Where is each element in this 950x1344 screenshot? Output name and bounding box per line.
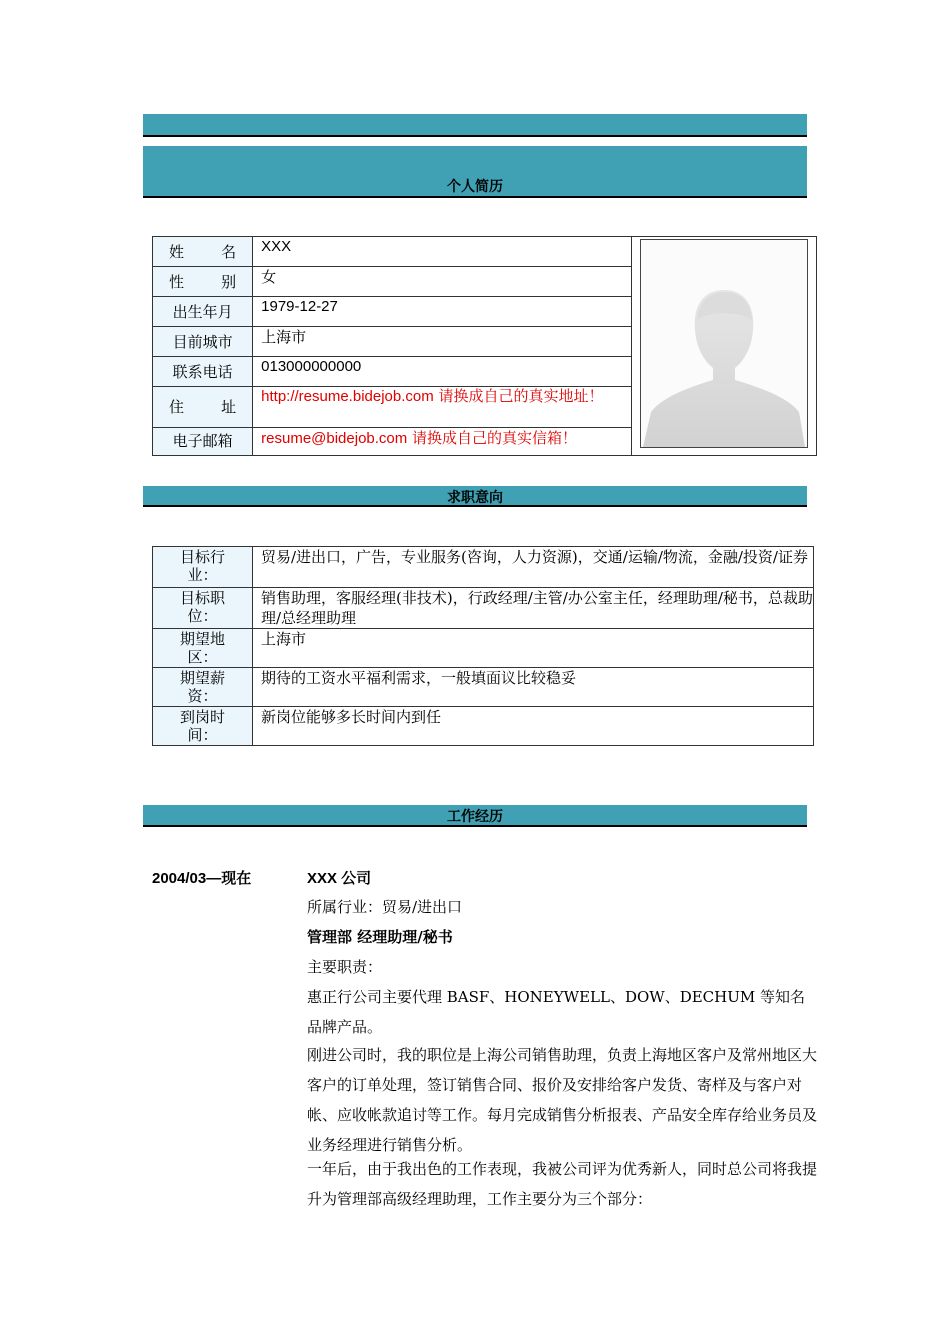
intent-salary-label: 期望薪资： — [153, 668, 253, 707]
name-value: XXX — [253, 237, 632, 267]
person-silhouette-icon — [641, 240, 807, 447]
birth-label: 出生年月 — [153, 297, 253, 327]
email-link[interactable]: resume@bidejob.com — [261, 430, 408, 447]
intent-region-value: 上海市 — [253, 629, 814, 668]
work-paragraph-2: 刚进公司时，我的职位是上海公司销售助理，负责上海地区客户及常州地区大客户的订单处理，签订销售合同、报价及安排给客户发货、寄样及与客户对帐、应收帐款追讨等工作。每月完成销售分析报表、产品安全库存给业务员及业务经理进行销售分析。 — [307, 1046, 818, 1154]
intent-start-label: 到岗时间： — [153, 707, 253, 746]
work-duties-label: 主要职责： — [307, 958, 383, 976]
city-value: 上海市 — [253, 327, 632, 357]
intent-salary-value: 期待的工资水平福利需求，一般填面议比较稳妥 — [253, 668, 814, 707]
personal-info-table — [152, 236, 817, 456]
intent-section-title: 求职意向 — [447, 490, 503, 506]
personal-section-bar — [143, 146, 807, 198]
job-intent-table — [152, 546, 814, 746]
gender-value: 女 — [253, 267, 632, 297]
top-bar — [143, 114, 807, 137]
intent-industry-value: 贸易/进出口，广告，专业服务(咨询，人力资源)，交通/运输/物流，金融/投资/证券 — [253, 547, 814, 588]
city-label: 目前城市 — [153, 327, 253, 357]
email-note: 请换成自己的真实信箱！ — [407, 429, 578, 447]
phone-value: 013000000000 — [253, 357, 632, 387]
name-label: 姓 名 — [153, 237, 253, 267]
address-label: 住 址 — [153, 387, 253, 428]
intent-section-bar — [143, 486, 807, 507]
gender-label: 性 别 — [153, 267, 253, 297]
intent-position-value: 销售助理，客服经理(非技术)，行政经理/主管/办公室主任，经理助理/秘书，总裁助理/总经理助理 — [253, 588, 814, 629]
work-position: 管理部 经理助理/秘书 — [307, 928, 453, 946]
intent-region-label: 期望地区： — [153, 629, 253, 668]
intent-start-value: 新岗位能够多长时间内到任 — [253, 707, 814, 746]
birth-value: 1979-12-27 — [253, 297, 632, 327]
work-section-bar — [143, 805, 807, 827]
phone-label: 联系电话 — [153, 357, 253, 387]
intent-industry-label: 目标行业： — [153, 547, 253, 588]
work-paragraph-3: 一年后，由于我出色的工作表现，我被公司评为优秀新人，同时总公司将我提升为管理部高级经理助理，工作主要分为三个部分： — [307, 1160, 818, 1208]
work-paragraph-1: 惠正行公司主要代理 BASF、HONEYWELL、DOW、DECHUM 等知名品牌产品。 — [307, 988, 805, 1036]
personal-section-title: 个人简历 — [447, 179, 503, 195]
work-company: XXX 公司 — [307, 870, 372, 887]
address-note: 请换成自己的真实地址！ — [433, 387, 604, 405]
email-label: 电子邮箱 — [153, 428, 253, 456]
photo-cell — [631, 237, 816, 456]
intent-position-label: 目标职位： — [153, 588, 253, 629]
address-link[interactable]: http://resume.bidejob.com — [261, 388, 434, 405]
work-period: 2004/03—现在 — [152, 870, 252, 887]
avatar — [640, 239, 808, 448]
email-value — [253, 428, 632, 456]
work-section-title: 工作经历 — [447, 809, 503, 825]
work-industry: 所属行业：贸易/进出口 — [307, 898, 463, 916]
address-value — [253, 387, 632, 428]
